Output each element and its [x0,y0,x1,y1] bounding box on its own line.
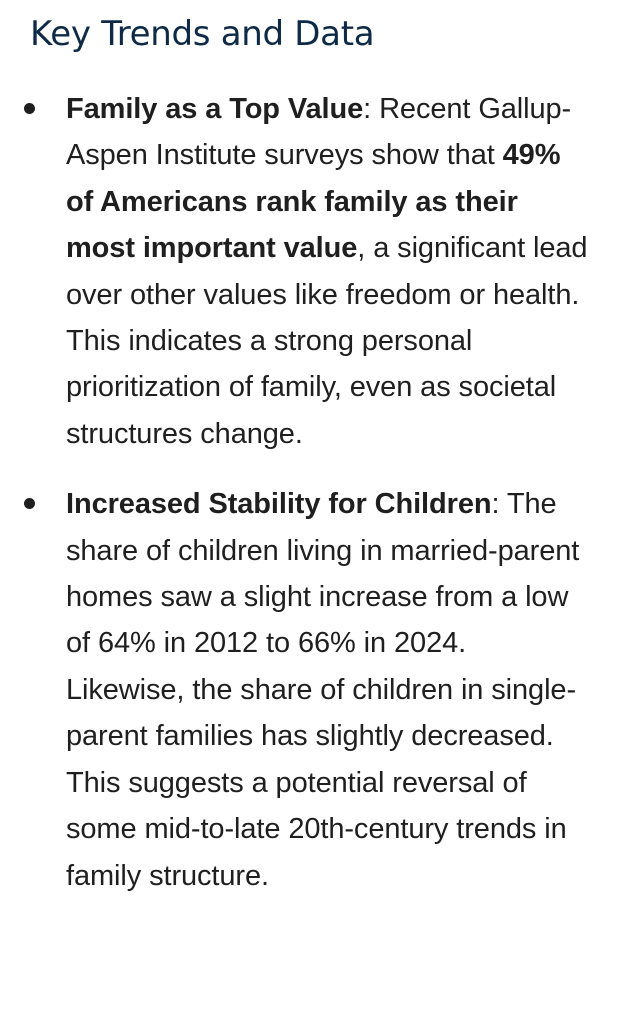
trends-list [0,86,621,899]
item-text-continued: , a significant lead over other values like freedom or health. This indicates a strong personal prioritization of family, even as societal structures change. [66,232,588,450]
bullet-icon [24,498,35,509]
list-item-child-stability [0,481,621,899]
item-title-suffix: : [363,93,372,125]
section-heading: Key Trends and Data [30,14,375,54]
item-title: Family as a Top Value [66,93,364,125]
item-title-suffix: : [491,488,500,521]
item-title: Increased Stability for Children [66,488,492,521]
item-text: Recent Gallup-Aspen Institute surveys show that [66,93,572,172]
item-text: The share of children living in married-parent homes saw a slight increase from a low of 64% in 2012 to 66% in 2024. Likewise, the share of children in single-parent families has slightly decreased. This suggests a potential reversal of some mid-to-late 20th-century trends in family structure. [66,488,580,892]
list-item-family-value [0,86,621,457]
bullet-icon [24,103,35,114]
item-highlight: 49% of Americans rank family as their most important value [66,139,561,265]
